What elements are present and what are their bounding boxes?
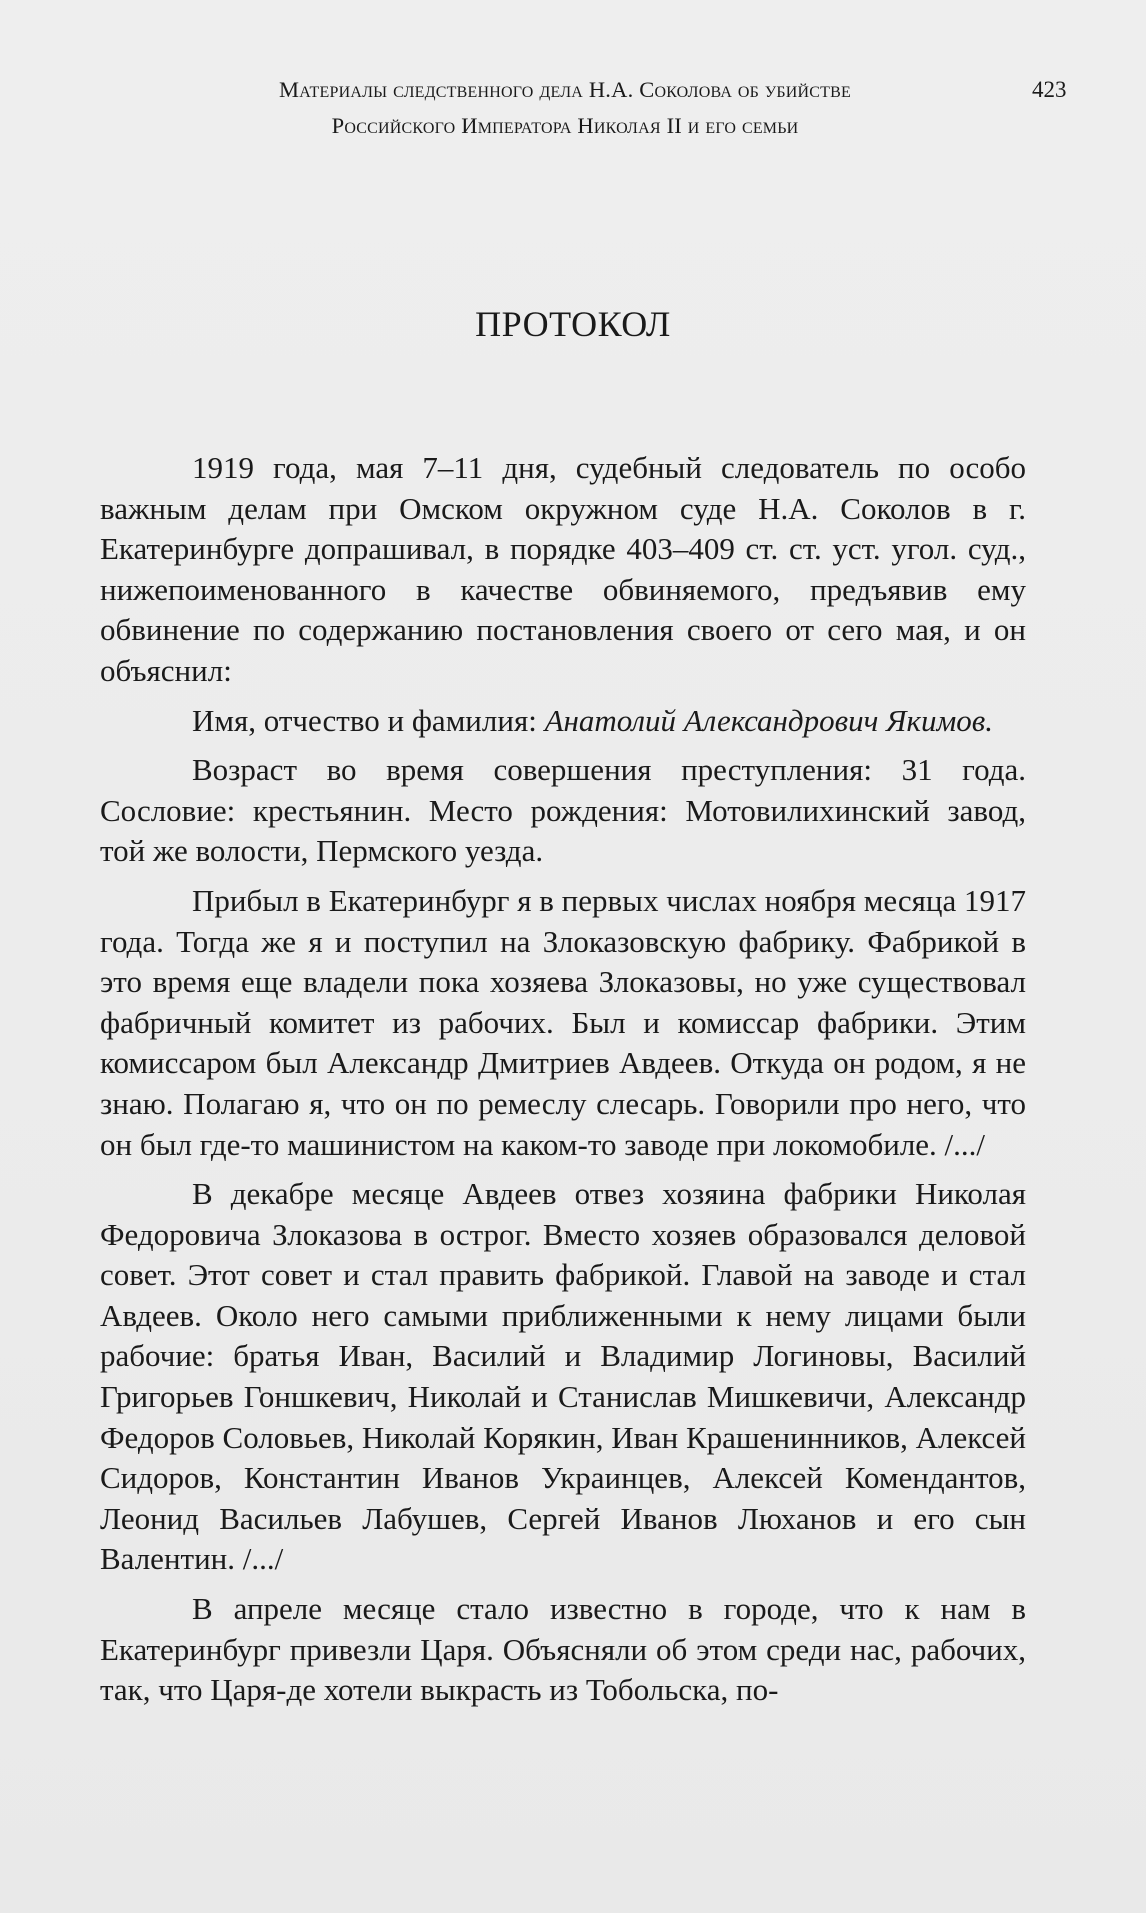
document-title: ПРОТОКОЛ [475, 304, 671, 344]
running-head-text: Соколова об убийстве [639, 77, 851, 102]
running-head [150, 72, 980, 144]
paragraph-april: В апреле месяце стало известно в городе, что к нам в Екатеринбург привезли Царя. Объясняли об этом среди нас, рабочих, так, что Царя-де хотели выкрасть из Тобольска, по- [100, 1591, 1026, 1708]
accused-name: Анатолий Александрович Якимов. [544, 702, 993, 738]
running-head-initials: Н.А. [588, 77, 634, 102]
body-text [100, 448, 1026, 1711]
running-head-numeral: II [666, 113, 682, 138]
running-head-line-2 [150, 108, 980, 144]
paragraph-december: В декабре месяце Авдеев отвез хозяина фабрики Николая Федоровича Злоказова в острог. Вместо хозяев образовался деловой совет. Этот совет и стал править фабрикой. Главой на заводе и стал Авдеев. Около него самыми приближенными к нему лицами были рабочие: братья Иван, Василий и Владимир Логиновы, Василий Григорьев Гоншкевич, Николай и Станислав Мишкевичи, Александр Федоров Соловьев, Николай Корякин, Иван Крашенинников, Алексей Сидоров, Константин Иванов Украинцев, Алексей Комендантов, Леонид Васильев Лабушев, Сергей Иванов Люханов и его сын Валентин. /.../ [100, 1176, 1026, 1577]
running-head-line-1 [150, 72, 980, 108]
running-head-text: Российского Императора Николая [331, 113, 661, 138]
paragraph-factory: Прибыл в Екатеринбург я в первых числах ноября месяца 1917 года. Тогда же я и поступил на Злоказовскую фабрику. Фабрикой в это время еще владели пока хозяева Злоказовы, но уже существовал фабричный комитет из рабочих. Был и комиссар фабрики. Этим комиссаром был Александр Дмитриев Авдеев. Откуда он родом, я не знаю. Полагаю я, что он по ремеслу слесарь. Говорили про него, что он был где-то машинистом на каком-то заводе при локомобиле. /.../ [100, 882, 1026, 1162]
paragraph-age-origin: Возраст во время совершения преступления: 31 года. Сословие: крестьянин. Место рождения: Мотовилихинский завод, той же волости, Пермского уезда. [100, 752, 1026, 869]
running-head-text: Материалы следственного дела [279, 77, 584, 102]
name-label: Имя, отчество и фамилия: [192, 702, 545, 738]
paragraph-name [100, 701, 1026, 742]
running-head-text: и его семьи [687, 113, 799, 138]
page-number: 423 [1032, 77, 1067, 102]
paragraph-intro: 1919 года, мая 7–11 дня, судебный следователь по особо важным делам при Омском окружном суде Н.А. Соколов в г. Екатеринбурге допрашивал, в порядке 403–409 ст. ст. уст. угол. суд., нижепоименованного в качестве обвиняемого, предъявив ему обвинение по содержанию постановления своего от сего мая, и он объяснил: [100, 450, 1026, 688]
